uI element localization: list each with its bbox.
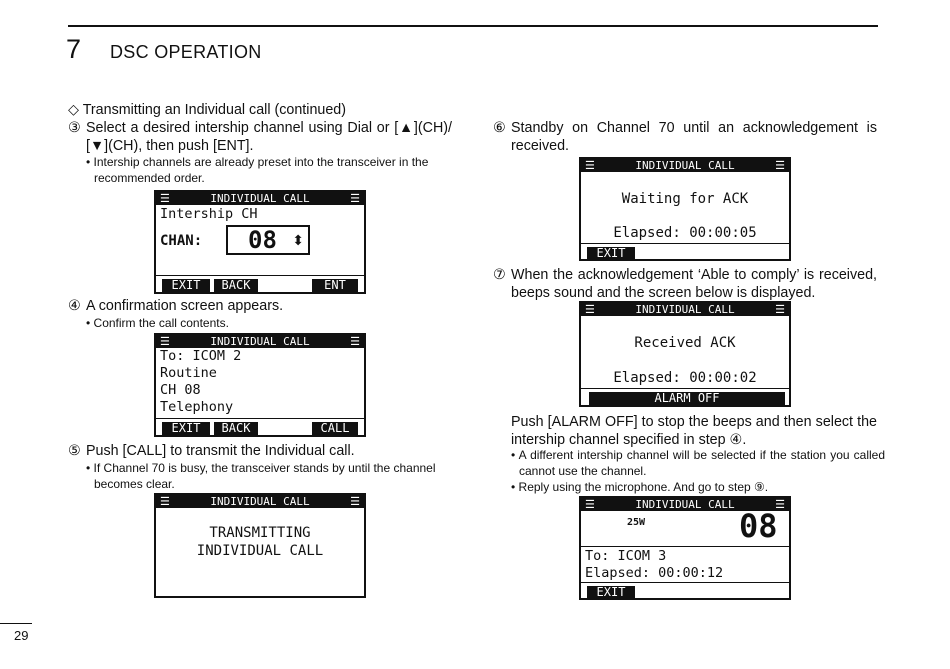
menu-icon: ☰ bbox=[585, 303, 595, 316]
lcd-title-bar bbox=[581, 303, 789, 316]
menu-icon: ☰ bbox=[350, 335, 360, 348]
lcd-line: TRANSMITTING bbox=[209, 525, 311, 541]
lcd-title-bar bbox=[156, 495, 364, 508]
power-level: 25W bbox=[627, 517, 646, 528]
lcd-title-bar bbox=[156, 335, 364, 348]
lcd-line: Received ACK bbox=[634, 335, 736, 351]
menu-icon: ☰ bbox=[350, 495, 360, 508]
step-3-text: Select a desired intership channel using Dial or [▲](CH)/ [▼](CH), then push [ENT]. bbox=[86, 120, 452, 154]
softkey-divider bbox=[156, 275, 364, 276]
header-rule bbox=[68, 25, 878, 27]
back-softkey: BACK bbox=[214, 422, 258, 435]
step-6-number: ⑥ bbox=[493, 120, 506, 136]
up-down-arrows-icon: ⬍ bbox=[292, 232, 304, 248]
lcd-title: INDIVIDUAL CALL bbox=[635, 303, 735, 316]
channel-box bbox=[226, 225, 310, 255]
divider bbox=[581, 546, 789, 547]
elapsed-time: Elapsed: 00:00:02 bbox=[613, 370, 757, 386]
lcd-intership-call bbox=[579, 496, 791, 600]
softkey-divider bbox=[581, 243, 789, 244]
exit-softkey: EXIT bbox=[587, 247, 635, 260]
page-number: 29 bbox=[14, 628, 29, 643]
exit-softkey: EXIT bbox=[162, 422, 210, 435]
menu-icon: ☰ bbox=[160, 495, 170, 508]
call-softkey: CALL bbox=[312, 422, 358, 435]
menu-icon: ☰ bbox=[775, 498, 785, 511]
channel-value: 08 bbox=[248, 226, 277, 254]
back-softkey: BACK bbox=[214, 279, 258, 292]
note-bullet-2: • Reply using the microphone. And go to step ⑨. bbox=[511, 480, 769, 494]
elapsed-time: Elapsed: 00:00:12 bbox=[585, 565, 724, 581]
chapter-title: DSC OPERATION bbox=[110, 42, 262, 62]
lcd-line: Waiting for ACK bbox=[621, 191, 749, 207]
ent-softkey: ENT bbox=[312, 279, 358, 292]
page-number-rule bbox=[0, 623, 32, 624]
chan-label: CHAN: bbox=[160, 233, 203, 249]
chapter-number: 7 bbox=[66, 34, 82, 64]
step-4-number: ④ bbox=[68, 298, 81, 314]
exit-softkey: EXIT bbox=[587, 586, 635, 599]
lcd-transmitting bbox=[154, 493, 366, 598]
alarm-off-softkey: ALARM OFF bbox=[589, 392, 785, 405]
lcd-line: INDIVIDUAL CALL bbox=[196, 543, 324, 559]
menu-icon: ☰ bbox=[585, 159, 595, 172]
step-7-number: ⑦ bbox=[493, 267, 506, 283]
menu-icon: ☰ bbox=[775, 303, 785, 316]
lcd-line: Telephony bbox=[160, 399, 234, 415]
lcd-title: INDIVIDUAL CALL bbox=[210, 495, 310, 508]
note-bullet-1: • A different intership channel will be selected if the station you called cannot use the channel. bbox=[511, 448, 885, 478]
lcd-title: INDIVIDUAL CALL bbox=[210, 192, 310, 205]
step-3-bullet: • Intership channels are already preset into the transceiver in the recommended order. bbox=[86, 155, 429, 185]
step-4-bullet: • Confirm the call contents. bbox=[86, 316, 229, 330]
softkey-divider bbox=[581, 388, 789, 389]
step-5-bullet: • If Channel 70 is busy, the transceiver stands by until the channel becomes clear. bbox=[86, 461, 436, 491]
step-5-text: Push [CALL] to transmit the Individual call. bbox=[86, 443, 355, 459]
section-heading: ◇ Transmitting an Individual call (continued) bbox=[68, 102, 347, 118]
lcd-line: To: ICOM 3 bbox=[585, 548, 667, 564]
softkey-divider bbox=[156, 418, 364, 419]
channel-number: 08 bbox=[739, 507, 778, 545]
step-5-number: ⑤ bbox=[68, 443, 81, 459]
alarm-off-instruction: Push [ALARM OFF] to stop the beeps and then select the intership channel specified in step ④. bbox=[511, 414, 877, 448]
elapsed-time: Elapsed: 00:00:05 bbox=[613, 225, 757, 241]
softkey-divider bbox=[581, 582, 789, 583]
menu-icon: ☰ bbox=[350, 192, 360, 205]
lcd-line: Routine bbox=[160, 365, 217, 381]
lcd-received-ack bbox=[579, 301, 791, 407]
lcd-title: INDIVIDUAL CALL bbox=[635, 498, 735, 511]
lcd-line: CH 08 bbox=[160, 382, 201, 398]
lcd-title: INDIVIDUAL CALL bbox=[210, 335, 310, 348]
step-3-number: ③ bbox=[68, 120, 81, 136]
menu-icon: ☰ bbox=[775, 159, 785, 172]
lcd-intership-channel bbox=[154, 190, 366, 294]
lcd-waiting-ack bbox=[579, 157, 791, 261]
exit-softkey: EXIT bbox=[162, 279, 210, 292]
menu-icon: ☰ bbox=[585, 498, 595, 511]
menu-icon: ☰ bbox=[160, 192, 170, 205]
step-4-text: A confirmation screen appears. bbox=[86, 298, 284, 314]
menu-icon: ☰ bbox=[160, 335, 170, 348]
lcd-line: Intership CH bbox=[160, 206, 258, 222]
step-7-text: When the acknowledgement ‘Able to comply’ is received, beeps sound and the screen below is displayed. bbox=[511, 267, 877, 301]
lcd-confirmation bbox=[154, 333, 366, 437]
step-6-text: Standby on Channel 70 until an acknowledgement is received. bbox=[511, 120, 877, 154]
lcd-title-bar bbox=[156, 192, 364, 205]
lcd-title: INDIVIDUAL CALL bbox=[635, 159, 735, 172]
lcd-line: To: ICOM 2 bbox=[160, 348, 242, 364]
lcd-title-bar bbox=[581, 159, 789, 172]
